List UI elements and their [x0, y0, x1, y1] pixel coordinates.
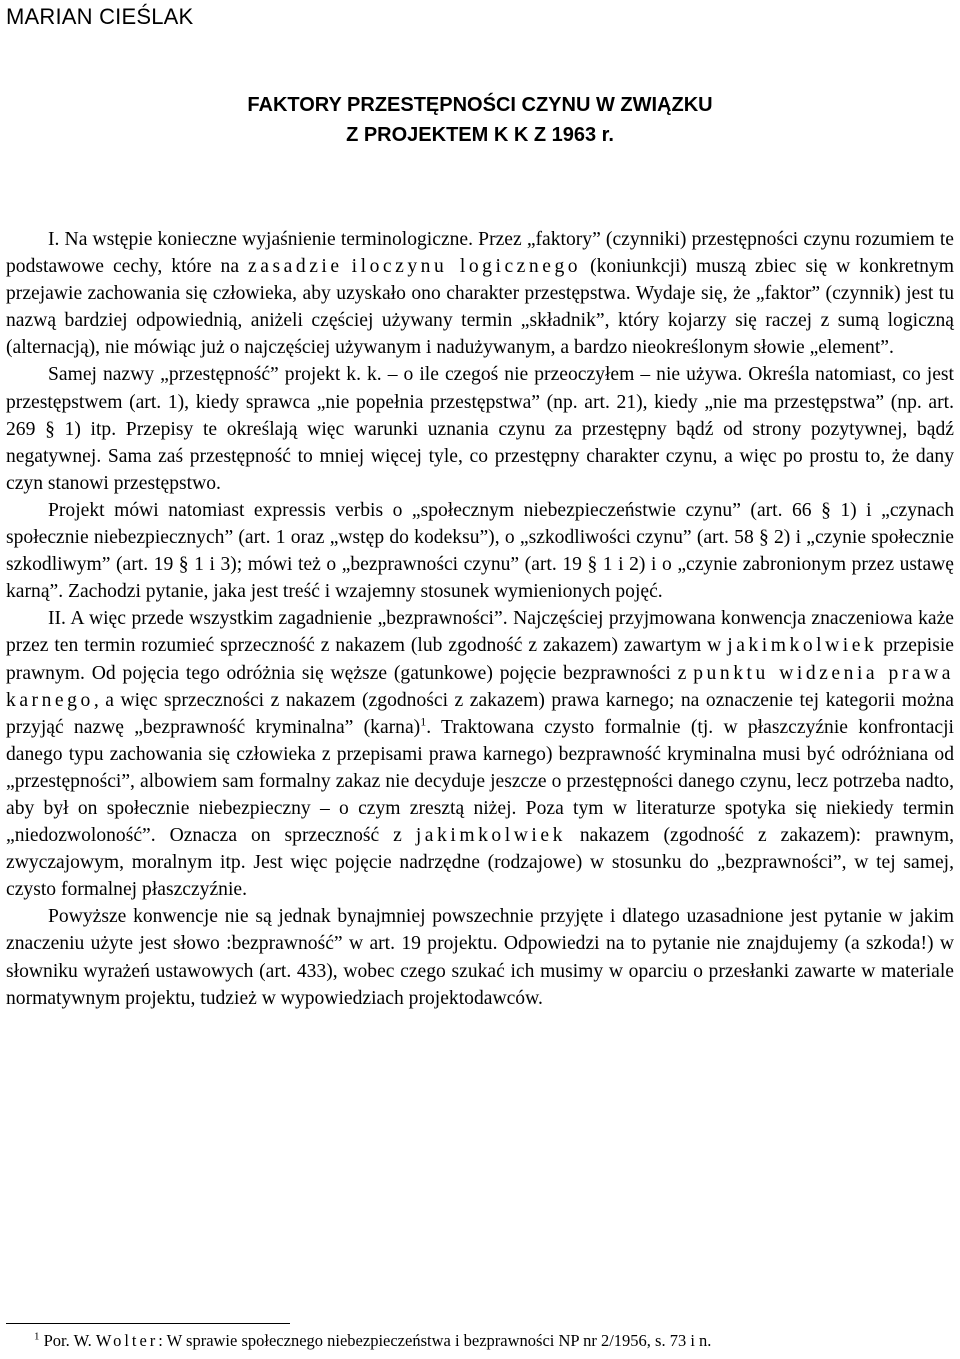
p1-text-a: I. Na wstępie konieczne wyjaśnienie terminologiczne. Przez „faktory” (czynniki) przestępności czynu rozumiem te podstawowe cechy, które na	[6, 229, 954, 278]
paragraph-2: Samej nazwy „przestępność” projekt k. k. – o ile czegoś nie przeoczyłem – nie używa. Określa natomiast, co jest przestępstwem (art. 1), kiedy sprawca „nie popełnia przestępstwa” (np. art. 21), kiedy „nie ma przestępstwa” (np. art. 269 § 1) itp. Przepisy te określają więc warunki uznania czynu za przestępny bądź od strony pozytywnej, bądź negatywnej. Sama zaś przestępność to mniej więcej tyle, co przestępny charakter czynu, a więc po prostu to, że dany czyn stanowi przestępstwo.	[6, 364, 954, 494]
p4-text-d: . Traktowana czysto formalnie (tj. w płaszczyźnie konfrontacji danego typu zachowania się człowieka z przepisami prawa karnego) bezprawność kryminalna musi być odróżniana od „przestępności”, albowiem sam formalny zakaz nie decyduje jeszcze o przestępności danego czynu, lecz potrzeba nadto, aby był on społecznie niebezpieczny – o czym zresztą niżej. Poza tym w literaturze spotyka się niekiedy termin „niedozwoloność”. Oznacza on sprzeczność z	[6, 716, 954, 847]
footnote-divider	[6, 1323, 290, 1324]
p4-spaced-2: punktu widzenia prawa karnego	[6, 662, 955, 711]
p1-text-c: (koniunkcji) muszą zbiec się w konkretnym przejawie zachowania się człowieka, aby uzyskało ono charakter przestępstwa. Wydaje się, że „faktor” (czynnik) jest tu nazwą bardziej odpowiednią, aniżeli częściej używany termin „składnik”, który kojarzy się raczej z sumą logiczną (alternacją), nie mówiąc już o najczęściej używanym i nadużywanym, a bardzo nieokreślonym słowie „element”.	[6, 256, 954, 359]
p1-spaced-1: zasadzie	[248, 256, 343, 278]
title-line-1: FAKTORY PRZESTĘPNOŚCI CZYNU W ZWIĄZKU	[247, 94, 713, 116]
footnote-1	[34, 1330, 711, 1352]
footnote-text-a: Por. W.	[39, 1331, 96, 1350]
paragraph-5: Powyższe konwencje nie są jednak bynajmniej powszechnie przyjęte i dlatego uzasadnione jest pytanie w jakim znaczeniu użyte jest słowo :bezprawność” w art. 19 projektu. Odpowiedzi na to pytanie nie znajdujemy (a szkoda!) w słowniku wyrażeń ustawowych (art. 433), wobec czego szukać ich musimy w oparciu o przesłanki zawarte w materiale normatywnym projektu, tudzież w wypowiedziach projektodawców.	[6, 906, 954, 1009]
p4-spaced-1: jakimkolwiek	[727, 635, 878, 657]
p1-text-b	[343, 256, 352, 277]
paragraph-1	[6, 226, 954, 361]
title-line-2: Z PROJEKTEM K K Z 1963 r.	[346, 124, 614, 146]
p4-text-b: przepisie prawnym. Od pojęcia tego odróżnia się węższe (gatunkowe) pojęcie bezprawności z	[6, 635, 954, 684]
p4-spaced-3: jakimkolwiek	[415, 825, 566, 847]
footnote-spaced: Wolter	[95, 1331, 159, 1350]
footnote-number: 1	[34, 1330, 40, 1343]
author-name: MARIAN CIEŚLAK	[6, 4, 194, 29]
p4-text-a: II. A więc przede wszystkim zagadnienie „bezprawności”. Najczęściej przyjmowana konwencja znaczeniowa każe przez ten termin rozumieć sprzeczność z nakazem (lub zgodność z zakazem) zawartym w	[6, 608, 954, 657]
paragraph-4	[6, 605, 954, 903]
footnote-ref-1[interactable]: 1	[420, 714, 427, 729]
article-body	[6, 226, 954, 1012]
footnote-text-b: : W sprawie społecznego niebezpieczeństwa i bezprawności NP nr 2/1956, s. 73 i n.	[158, 1331, 712, 1350]
article-title	[6, 90, 954, 150]
p4-text-e: nakazem (zgodność z zakazem): prawnym, zwyczajowym, moralnym itp. Jest więc pojęcie nadrzędne (rodzajowe) w stosunku do „bezprawności”, w tej samej, czysto formalnej płaszczyźnie.	[6, 825, 954, 901]
p1-spaced-2: iloczynu logicznego	[351, 256, 582, 278]
paragraph-3: Projekt mówi natomiast expressis verbis o „społecznym niebezpieczeństwie czynu” (art. 66 § 1) i „czynach społecznie niebezpiecznych” (art. 1 oraz „wstęp do kodeksu”), o „szkodliwości czynu” (art. 58 § 2) i „czynie społecznie szkodliwym” (art. 19 § 1 i 3); mówi też o „bezprawności czynu” (art. 19 § 1 i 2) i o „czynie zabronionym przez ustawę karną”. Zachodzi pytanie, jaka jest treść i wzajemny stosunek wymienionych pojęć.	[6, 499, 954, 603]
p4-text-c: , a więc sprzeczności z nakazem (zgodności z zakazem) prawa karnego; na oznaczenie tej kategorii można przyjąć nazwę „bezprawność kryminalna” (karna)	[6, 689, 954, 738]
